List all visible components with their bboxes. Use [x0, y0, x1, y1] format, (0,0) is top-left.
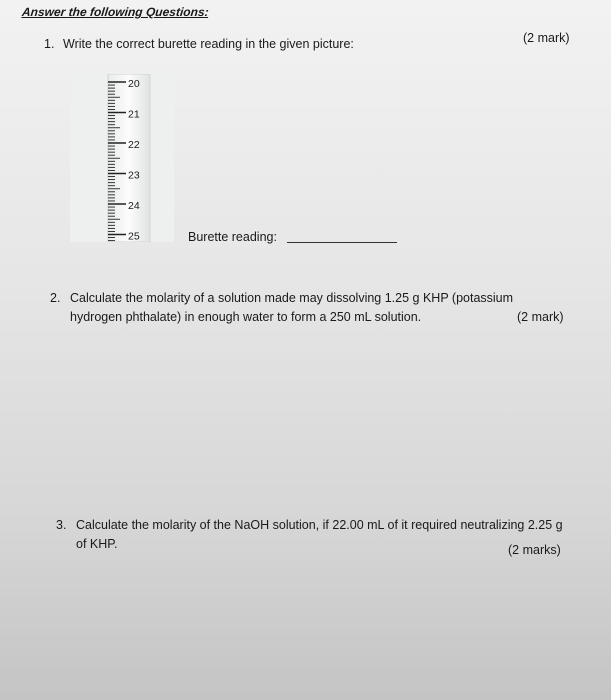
question-2-number: 2. — [50, 291, 61, 305]
question-2-marks: (2 mark) — [517, 310, 564, 324]
question-1-marks: (2 mark) — [523, 31, 570, 45]
burette-label: 21 — [128, 108, 140, 121]
question-3-text-line-2: of KHP. — [76, 537, 118, 551]
question-2-text-line-2: hydrogen phthalate) in enough water to form a 250 mL solution. — [70, 310, 422, 324]
question-3-text-line-1: Calculate the molarity of the NaOH solution, if 22.00 mL of it required neutralizing 2.25 g — [76, 518, 563, 532]
burette-label: 24 — [128, 200, 140, 212]
burette-label: 20 — [128, 78, 140, 90]
question-1-text: Write the correct burette reading in the given picture: — [63, 37, 354, 51]
burette-label: 22 — [128, 139, 140, 151]
worksheet-heading: Answer the following Questions: — [21, 5, 210, 19]
burette-image — [70, 74, 174, 242]
question-3-marks: (2 marks) — [508, 543, 561, 557]
burette-label: 25 — [128, 230, 140, 242]
burette-label: 23 — [128, 169, 140, 182]
burette-reading-answer-line[interactable] — [287, 242, 397, 243]
question-1-number: 1. — [44, 37, 55, 51]
burette-reading-label: Burette reading: — [188, 230, 277, 244]
question-3-number: 3. — [56, 518, 67, 532]
question-2-text-line-1: Calculate the molarity of a solution made may dissolving 1.25 g KHP (potassium — [70, 291, 514, 305]
